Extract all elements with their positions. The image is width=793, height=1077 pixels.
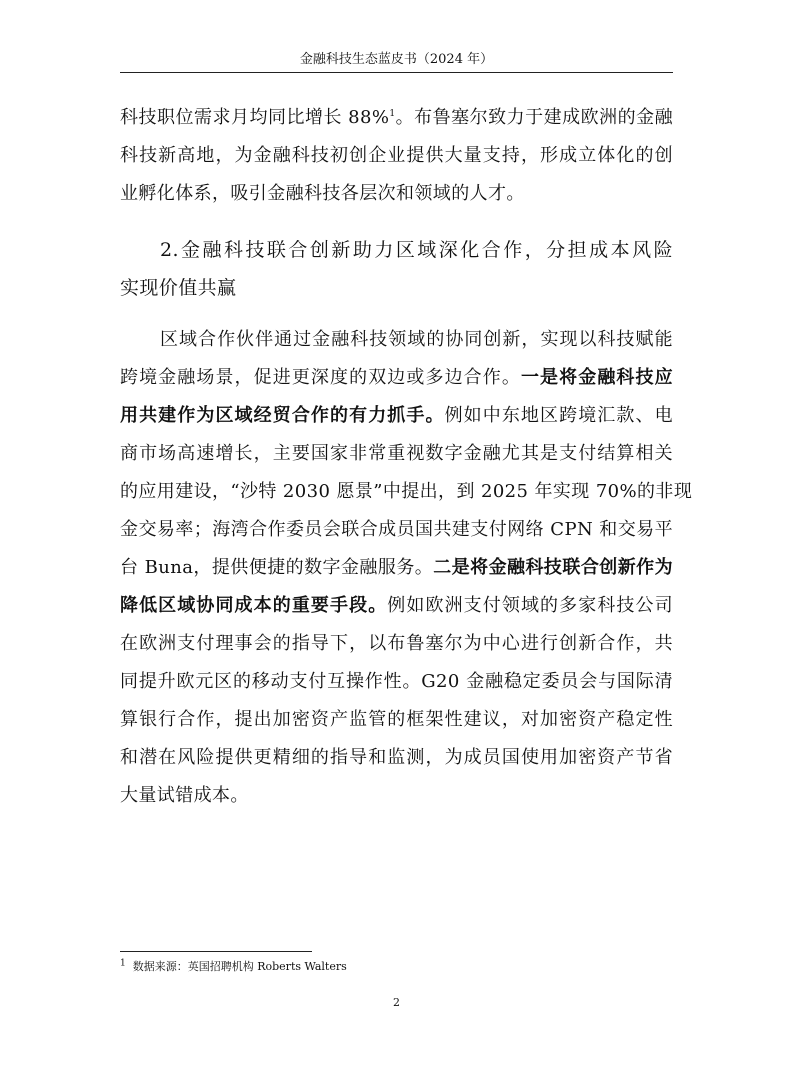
- page-number: 2: [393, 996, 400, 1009]
- text-line: 商市场高速增长，主要国家非常重视数字金融尤其是支付结算相关: [120, 443, 673, 464]
- text-segment: 台 Buna，提供便捷的数字金融服务。: [120, 557, 434, 578]
- text-line: 同提升欧元区的移动支付互操作性。G20 金融稳定委员会与国际清: [120, 671, 673, 692]
- text-line: [120, 359, 673, 397]
- bold-text: 用共建作为区域经贸合作的有力抓手。: [120, 405, 445, 426]
- text-line: 的应用建设，“沙特 2030 愿景”中提出，到 2025 年实现 70%的非现: [120, 481, 693, 502]
- text-segment: 。布鲁塞尔致力于建成欧洲的金融: [395, 107, 673, 128]
- text-line: 科技新高地，为金融科技初创企业提供大量支持，形成立体化的创: [120, 145, 673, 166]
- text-line: 算银行合作，提出加密资产监管的框架性建议，对加密资产稳定性: [120, 709, 673, 730]
- running-header: 金融科技生态蓝皮书（2024 年）: [120, 50, 673, 73]
- bold-text: 降低区域协同成本的重要手段。: [120, 595, 388, 616]
- footnote-marker: 1: [120, 958, 126, 969]
- text-line: [120, 99, 673, 137]
- footnote: [120, 958, 347, 976]
- text-line: 业孵化体系，吸引金融科技各层次和领域的人才。: [120, 183, 525, 204]
- paragraph-1: [120, 99, 673, 213]
- text-segment: 科技职位需求月均同比增长 88%: [120, 107, 390, 128]
- bold-text: 一是将金融科技应: [520, 367, 673, 388]
- bold-text: 二是将金融科技联合创新作为: [433, 557, 674, 578]
- heading-line: 实现价值共赢: [120, 277, 237, 299]
- text-line: 区域合作伙伴通过金融科技领域的协同创新，实现以科技赋能: [160, 329, 673, 350]
- text-line: [120, 397, 673, 435]
- section-heading: [120, 231, 673, 307]
- footnote-text: 数据来源：英国招聘机构 Roberts Walters: [132, 960, 347, 973]
- text-segment: 例如中东地区跨境汇款、电: [444, 405, 673, 426]
- text-segment: 例如欧洲支付领域的多家科技公司: [387, 595, 673, 616]
- paragraph-2: [120, 321, 693, 815]
- text-line: 金交易率；海湾合作委员会联合成员国共建支付网络 CPN 和交易平: [120, 519, 673, 540]
- text-line: 和潜在风险提供更精细的指导和监测，为成员国使用加密资产节省: [120, 747, 673, 768]
- text-segment: 跨境金融场景，促进更深度的双边或多边合作。: [120, 367, 521, 388]
- footnote-ref[interactable]: 1: [389, 109, 396, 119]
- footnote-divider: [120, 951, 312, 952]
- heading-line: 2.金融科技联合创新助力区域深化合作，分担成本风险: [160, 239, 673, 261]
- text-line: [120, 549, 673, 587]
- text-line: 大量试错成本。: [120, 785, 249, 806]
- text-line: 在欧洲支付理事会的指导下，以布鲁塞尔为中心进行创新合作，共: [120, 633, 673, 654]
- text-line: [120, 587, 673, 625]
